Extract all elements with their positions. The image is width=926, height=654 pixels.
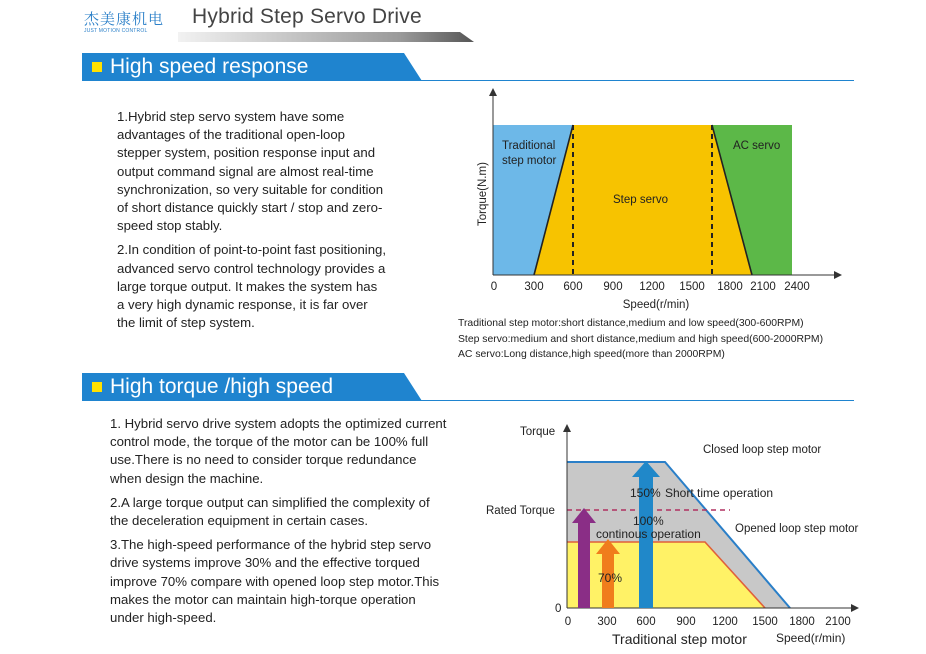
text-line: improve 70% compare with opened loop step motor.This bbox=[110, 573, 440, 589]
text-line: the limit of step system. bbox=[117, 315, 255, 331]
speed-region-chart bbox=[470, 86, 850, 314]
pct-100-label: 100% bbox=[633, 514, 664, 528]
section2-rule bbox=[82, 400, 854, 401]
text-line: synchronization, so very suitable for condition bbox=[117, 181, 384, 197]
section1-banner bbox=[82, 53, 422, 81]
text-line: 2.In condition of point-to-point fast positioning, bbox=[117, 242, 387, 258]
pct-150-label: 150% bbox=[630, 486, 661, 500]
x-tick: 1500 bbox=[679, 281, 705, 293]
traditional-label-line2: step motor bbox=[502, 155, 557, 167]
text-line: drive systems improve 30% and the effective torqued bbox=[110, 555, 420, 571]
short-time-label: Short time operation bbox=[665, 486, 774, 500]
logo-english-text: JUST MOTION CONTROL bbox=[84, 28, 148, 34]
text-line: advanced servo control technology provides a bbox=[117, 260, 386, 276]
text-line: control mode, the torque of the motor can be 100% full bbox=[110, 434, 429, 450]
note-line: AC servo:Long distance,high speed(more than 2000RPM) bbox=[458, 349, 725, 360]
x-tick: 2100 bbox=[825, 616, 851, 628]
text-line: a very high dynamic response, it is far over bbox=[117, 297, 368, 313]
torque-speed-chart bbox=[480, 418, 870, 654]
x-axis-label: Speed(r/min) bbox=[622, 299, 690, 311]
x-tick: 900 bbox=[676, 616, 696, 628]
text-line: stepper system, position response input and bbox=[117, 145, 376, 161]
text-line: 2.A large torque output can simplified the complexity of bbox=[110, 494, 430, 510]
x-tick-labels bbox=[491, 281, 810, 293]
text-line: 1. Hybrid servo drive system adopts the optimized current bbox=[110, 416, 447, 431]
x-tick: 1200 bbox=[712, 616, 738, 628]
text-line: of short distance quickly start / stop and zero- bbox=[117, 200, 383, 216]
x-tick: 600 bbox=[563, 281, 583, 293]
chart1-notes bbox=[458, 316, 823, 363]
x-tick: 1200 bbox=[639, 281, 665, 293]
x-tick: 300 bbox=[524, 281, 544, 293]
text-line: large torque output. It makes the system has bbox=[117, 278, 378, 294]
company-logo bbox=[84, 8, 165, 34]
x-axis-label: Speed(r/min) bbox=[776, 631, 846, 645]
x-tick-labels bbox=[565, 616, 851, 628]
title-underline-bar bbox=[178, 30, 478, 44]
section2-text bbox=[110, 415, 446, 627]
chart-caption: Traditional step motor bbox=[612, 631, 747, 647]
text-line: the deceleration equipment in certain cases. bbox=[110, 513, 369, 529]
y-axis-label: Torque(N.m) bbox=[477, 162, 489, 226]
pct-70-label: 70% bbox=[598, 571, 623, 585]
x-tick: 1500 bbox=[752, 616, 778, 628]
text-line: speed stop stably. bbox=[117, 218, 223, 234]
x-tick: 600 bbox=[636, 616, 656, 628]
text-line: 3.The high-speed performance of the hybrid step servo bbox=[110, 537, 432, 553]
note-line: Step servo:medium and short distance,medium and high speed(600-2000RPM) bbox=[458, 333, 824, 345]
traditional-label-line1: Traditional bbox=[502, 140, 556, 152]
text-line: makes the motor can maintain high-torque operation bbox=[110, 591, 416, 607]
text-line: when design the machine. bbox=[110, 470, 264, 486]
continous-label: continous operation bbox=[596, 527, 701, 541]
step-servo-label: Step servo bbox=[613, 194, 668, 206]
x-tick: 1800 bbox=[717, 281, 743, 293]
document-title: Hybrid Step Servo Drive bbox=[192, 5, 422, 28]
logo-chinese-text: 杰美康机电 bbox=[84, 10, 165, 28]
x-tick: 2400 bbox=[784, 281, 810, 293]
text-line: advantages of the traditional open-loop bbox=[117, 127, 346, 143]
section1-heading: High speed response bbox=[110, 55, 309, 78]
y-axis-label: Torque bbox=[520, 426, 556, 438]
section1-rule bbox=[82, 80, 854, 81]
banner-bullet-square bbox=[92, 382, 102, 392]
closed-loop-label: Closed loop step motor bbox=[703, 444, 822, 456]
text-line: output command signal are almost real-time bbox=[117, 163, 374, 179]
x-tick: 2100 bbox=[750, 281, 776, 293]
opened-loop-label: Opened loop step motor bbox=[735, 523, 859, 535]
section1-text bbox=[117, 108, 386, 332]
text-line: under high-speed. bbox=[110, 610, 217, 626]
x-tick: 900 bbox=[603, 281, 623, 293]
x-tick: 300 bbox=[597, 616, 617, 628]
ac-servo-label: AC servo bbox=[733, 140, 781, 152]
y-zero-label: 0 bbox=[555, 603, 562, 615]
banner-bullet-square bbox=[92, 62, 102, 72]
x-tick: 0 bbox=[564, 616, 572, 628]
note-line: Traditional step motor:short distance,medium and low speed(300-600RPM) bbox=[458, 318, 804, 329]
rated-torque-label: Rated Torque bbox=[486, 505, 555, 517]
x-tick: 0 bbox=[490, 281, 498, 293]
section2-banner bbox=[82, 373, 422, 401]
text-line: 1.Hybrid step servo system have some bbox=[117, 109, 345, 124]
x-tick: 1800 bbox=[789, 616, 815, 628]
text-line: use.There is no need to consider torque redundance bbox=[110, 452, 417, 468]
section2-heading: High torque /high speed bbox=[110, 375, 333, 398]
